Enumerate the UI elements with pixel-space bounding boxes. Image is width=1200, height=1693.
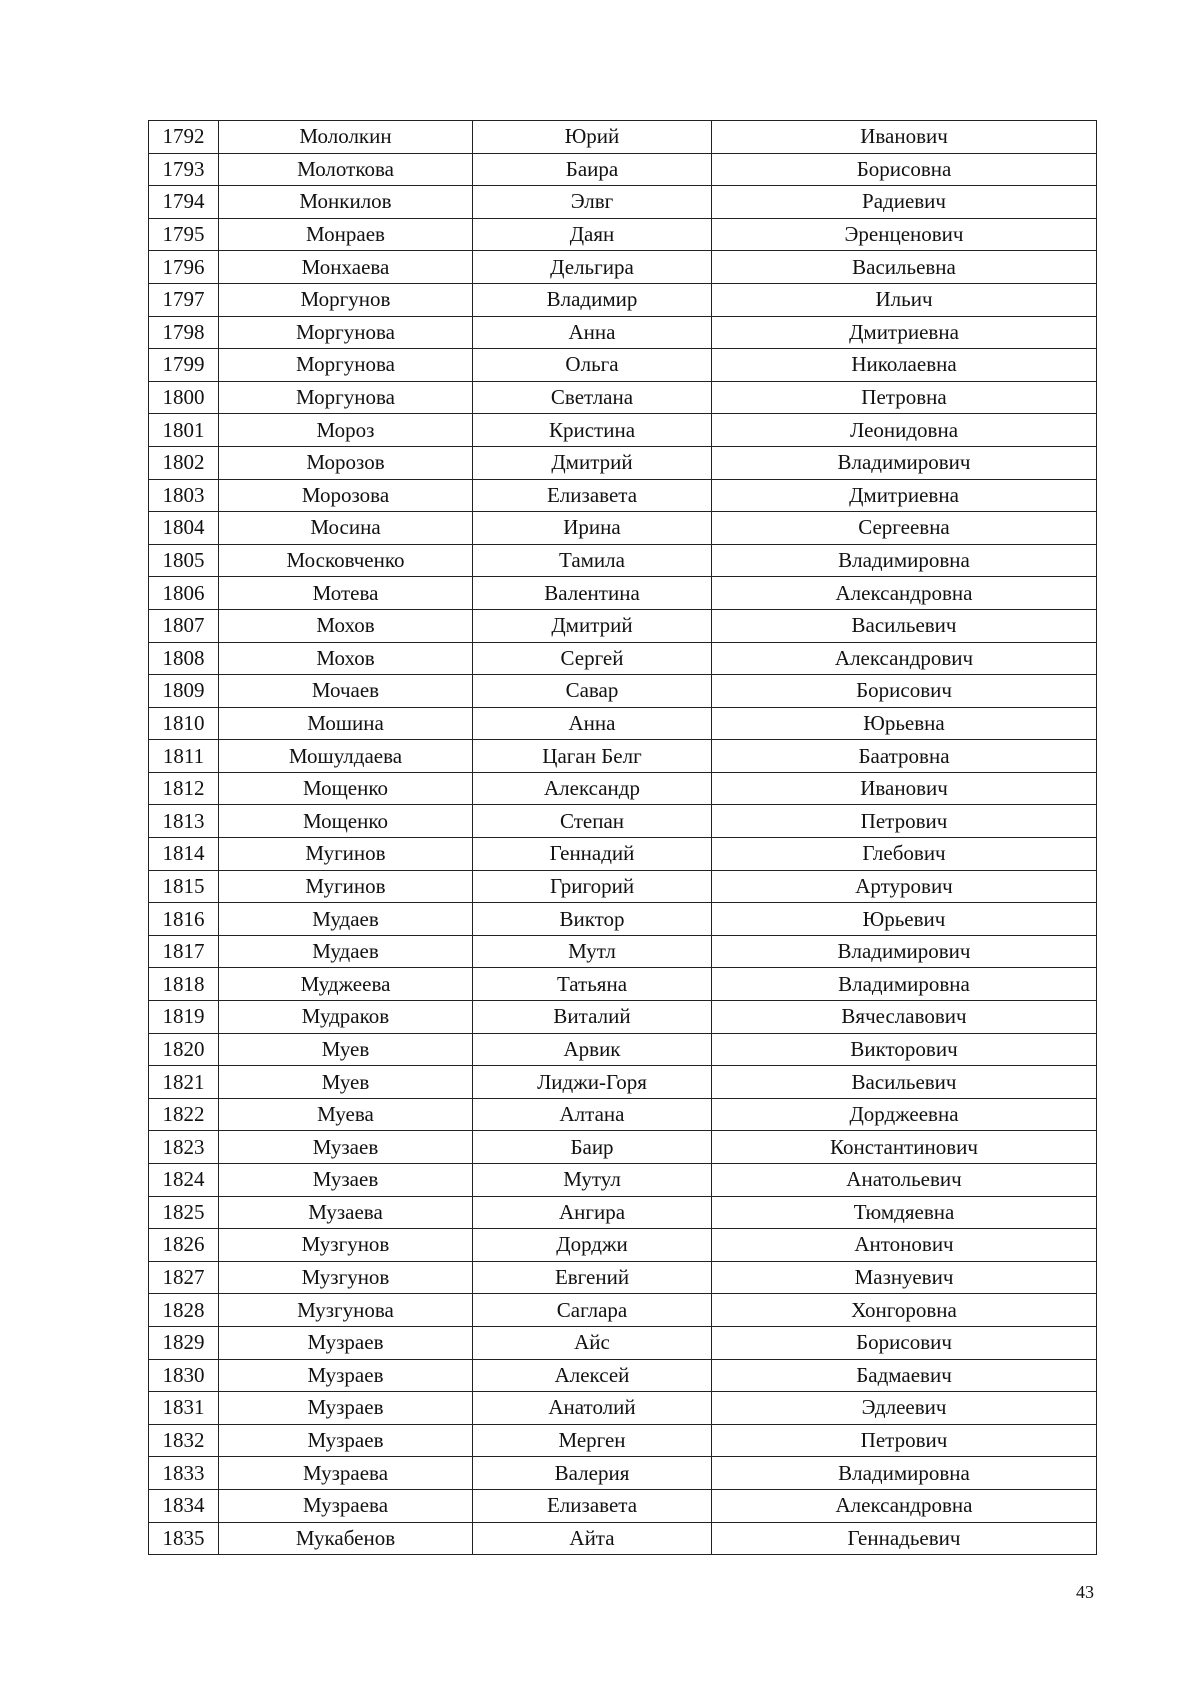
last-name-cell: Моргунов [219,283,473,316]
row-number-cell: 1795 [149,218,219,251]
patronymic-cell: Мазнуевич [712,1261,1097,1294]
first-name-cell: Елизавета [473,479,712,512]
last-name-cell: Морозова [219,479,473,512]
row-number-cell: 1826 [149,1229,219,1262]
first-name-cell: Евгений [473,1261,712,1294]
last-name-cell: Мудраков [219,1001,473,1034]
table-row [149,772,1097,805]
last-name-cell: Муджеева [219,968,473,1001]
table-row [149,1326,1097,1359]
row-number-cell: 1828 [149,1294,219,1327]
patronymic-cell: Антонович [712,1229,1097,1262]
last-name-cell: Музаев [219,1164,473,1197]
first-name-cell: Виталий [473,1001,712,1034]
patronymic-cell: Эренценович [712,218,1097,251]
row-number-cell: 1799 [149,349,219,382]
table-row [149,186,1097,219]
last-name-cell: Мочаев [219,675,473,708]
table-row [149,1229,1097,1262]
table-row [149,512,1097,545]
first-name-cell: Дорджи [473,1229,712,1262]
table-row [149,121,1097,154]
patronymic-cell: Глебович [712,838,1097,871]
first-name-cell: Ангира [473,1196,712,1229]
row-number-cell: 1834 [149,1489,219,1522]
first-name-cell: Дмитрий [473,609,712,642]
first-name-cell: Тамила [473,544,712,577]
patronymic-cell: Викторович [712,1033,1097,1066]
patronymic-cell: Анатольевич [712,1164,1097,1197]
table-row [149,446,1097,479]
first-name-cell: Айта [473,1522,712,1555]
first-name-cell: Валентина [473,577,712,610]
last-name-cell: Мошина [219,707,473,740]
table-row [149,675,1097,708]
first-name-cell: Айс [473,1326,712,1359]
last-name-cell: Муев [219,1033,473,1066]
last-name-cell: Мотева [219,577,473,610]
patronymic-cell: Петровна [712,381,1097,414]
table-row [149,218,1097,251]
table-row [149,642,1097,675]
last-name-cell: Мололкин [219,121,473,154]
row-number-cell: 1833 [149,1457,219,1490]
patronymic-cell: Константинович [712,1131,1097,1164]
row-number-cell: 1812 [149,772,219,805]
patronymic-cell: Петрович [712,805,1097,838]
table-row [149,1522,1097,1555]
patronymic-cell: Хонгоровна [712,1294,1097,1327]
first-name-cell: Лиджи-Горя [473,1066,712,1099]
patronymic-cell: Геннадьевич [712,1522,1097,1555]
row-number-cell: 1800 [149,381,219,414]
last-name-cell: Мосина [219,512,473,545]
row-number-cell: 1796 [149,251,219,284]
table-row [149,935,1097,968]
row-number-cell: 1792 [149,121,219,154]
patronymic-cell: Владимирович [712,446,1097,479]
table-row [149,870,1097,903]
table-row [149,1033,1097,1066]
first-name-cell: Ирина [473,512,712,545]
row-number-cell: 1819 [149,1001,219,1034]
last-name-cell: Мугинов [219,870,473,903]
table-row [149,707,1097,740]
last-name-cell: Муев [219,1066,473,1099]
row-number-cell: 1831 [149,1392,219,1425]
table-row [149,805,1097,838]
last-name-cell: Мощенко [219,805,473,838]
row-number-cell: 1793 [149,153,219,186]
row-number-cell: 1818 [149,968,219,1001]
patronymic-cell: Владимировна [712,544,1097,577]
table-row [149,1196,1097,1229]
patronymic-cell: Вячеславович [712,1001,1097,1034]
first-name-cell: Виктор [473,903,712,936]
first-name-cell: Елизавета [473,1489,712,1522]
last-name-cell: Мукабенов [219,1522,473,1555]
first-name-cell: Алексей [473,1359,712,1392]
row-number-cell: 1803 [149,479,219,512]
last-name-cell: Мошулдаева [219,740,473,773]
last-name-cell: Мохов [219,609,473,642]
first-name-cell: Элвг [473,186,712,219]
row-number-cell: 1805 [149,544,219,577]
patronymic-cell: Владимировна [712,1457,1097,1490]
first-name-cell: Мутул [473,1164,712,1197]
row-number-cell: 1810 [149,707,219,740]
first-name-cell: Баир [473,1131,712,1164]
table-row [149,153,1097,186]
row-number-cell: 1817 [149,935,219,968]
patronymic-cell: Юрьевна [712,707,1097,740]
patronymic-cell: Юрьевич [712,903,1097,936]
patronymic-cell: Борисович [712,1326,1097,1359]
first-name-cell: Татьяна [473,968,712,1001]
table-row [149,968,1097,1001]
last-name-cell: Мощенко [219,772,473,805]
last-name-cell: Монраев [219,218,473,251]
last-name-cell: Музраев [219,1392,473,1425]
first-name-cell: Ольга [473,349,712,382]
patronymic-cell: Владимировна [712,968,1097,1001]
last-name-cell: Музраев [219,1326,473,1359]
table-row [149,577,1097,610]
first-name-cell: Александр [473,772,712,805]
first-name-cell: Мутл [473,935,712,968]
first-name-cell: Саглара [473,1294,712,1327]
table-row [149,381,1097,414]
row-number-cell: 1794 [149,186,219,219]
first-name-cell: Юрий [473,121,712,154]
patronymic-cell: Дмитриевна [712,316,1097,349]
row-number-cell: 1823 [149,1131,219,1164]
table-row [149,1131,1097,1164]
table-row [149,838,1097,871]
last-name-cell: Музраев [219,1424,473,1457]
table-row [149,1261,1097,1294]
row-number-cell: 1808 [149,642,219,675]
patronymic-cell: Иванович [712,121,1097,154]
first-name-cell: Даян [473,218,712,251]
first-name-cell: Алтана [473,1098,712,1131]
row-number-cell: 1824 [149,1164,219,1197]
last-name-cell: Музраева [219,1457,473,1490]
row-number-cell: 1813 [149,805,219,838]
row-number-cell: 1822 [149,1098,219,1131]
first-name-cell: Владимир [473,283,712,316]
patronymic-cell: Артурович [712,870,1097,903]
table-row [149,609,1097,642]
last-name-cell: Мудаев [219,903,473,936]
first-name-cell: Мерген [473,1424,712,1457]
last-name-cell: Моргунова [219,381,473,414]
patronymic-cell: Иванович [712,772,1097,805]
last-name-cell: Монхаева [219,251,473,284]
row-number-cell: 1807 [149,609,219,642]
last-name-cell: Морозов [219,446,473,479]
table-row [149,1164,1097,1197]
last-name-cell: Мудаев [219,935,473,968]
first-name-cell: Валерия [473,1457,712,1490]
first-name-cell: Григорий [473,870,712,903]
last-name-cell: Музаев [219,1131,473,1164]
patronymic-cell: Борисовна [712,153,1097,186]
first-name-cell: Анна [473,316,712,349]
table-row [149,479,1097,512]
first-name-cell: Геннадий [473,838,712,871]
patronymic-cell: Николаевна [712,349,1097,382]
first-name-cell: Степан [473,805,712,838]
first-name-cell: Анна [473,707,712,740]
roster-table [148,120,1097,1555]
last-name-cell: Монкилов [219,186,473,219]
last-name-cell: Московченко [219,544,473,577]
table-row [149,1359,1097,1392]
patronymic-cell: Бадмаевич [712,1359,1097,1392]
last-name-cell: Музгунова [219,1294,473,1327]
table-row [149,283,1097,316]
last-name-cell: Муева [219,1098,473,1131]
row-number-cell: 1814 [149,838,219,871]
row-number-cell: 1804 [149,512,219,545]
first-name-cell: Кристина [473,414,712,447]
last-name-cell: Музгунов [219,1229,473,1262]
patronymic-cell: Васильевич [712,609,1097,642]
row-number-cell: 1825 [149,1196,219,1229]
table-row [149,251,1097,284]
first-name-cell: Дмитрий [473,446,712,479]
patronymic-cell: Александровна [712,577,1097,610]
first-name-cell: Савар [473,675,712,708]
patronymic-cell: Баатровна [712,740,1097,773]
patronymic-cell: Дорджеевна [712,1098,1097,1131]
table-row [149,1098,1097,1131]
patronymic-cell: Васильевич [712,1066,1097,1099]
patronymic-cell: Александрович [712,642,1097,675]
table-row [149,544,1097,577]
last-name-cell: Моргунова [219,349,473,382]
table-row [149,414,1097,447]
row-number-cell: 1811 [149,740,219,773]
last-name-cell: Мугинов [219,838,473,871]
table-row [149,1001,1097,1034]
last-name-cell: Моргунова [219,316,473,349]
roster-table-body [149,121,1097,1555]
table-row [149,1294,1097,1327]
row-number-cell: 1806 [149,577,219,610]
table-row [149,1066,1097,1099]
first-name-cell: Арвик [473,1033,712,1066]
patronymic-cell: Борисович [712,675,1097,708]
row-number-cell: 1835 [149,1522,219,1555]
row-number-cell: 1829 [149,1326,219,1359]
last-name-cell: Мороз [219,414,473,447]
row-number-cell: 1830 [149,1359,219,1392]
last-name-cell: Молоткова [219,153,473,186]
patronymic-cell: Александровна [712,1489,1097,1522]
last-name-cell: Музраева [219,1489,473,1522]
row-number-cell: 1820 [149,1033,219,1066]
first-name-cell: Светлана [473,381,712,414]
last-name-cell: Музаева [219,1196,473,1229]
first-name-cell: Баира [473,153,712,186]
table-row [149,1392,1097,1425]
patronymic-cell: Радиевич [712,186,1097,219]
last-name-cell: Музраев [219,1359,473,1392]
row-number-cell: 1798 [149,316,219,349]
table-row [149,1489,1097,1522]
row-number-cell: 1802 [149,446,219,479]
first-name-cell: Цаган Белг [473,740,712,773]
first-name-cell: Анатолий [473,1392,712,1425]
patronymic-cell: Ильич [712,283,1097,316]
patronymic-cell: Эдлеевич [712,1392,1097,1425]
patronymic-cell: Леонидовна [712,414,1097,447]
row-number-cell: 1809 [149,675,219,708]
table-row [149,1457,1097,1490]
first-name-cell: Дельгира [473,251,712,284]
row-number-cell: 1827 [149,1261,219,1294]
patronymic-cell: Дмитриевна [712,479,1097,512]
last-name-cell: Мохов [219,642,473,675]
last-name-cell: Музгунов [219,1261,473,1294]
patronymic-cell: Петрович [712,1424,1097,1457]
page-number: 43 [1076,1582,1094,1602]
patronymic-cell: Владимирович [712,935,1097,968]
patronymic-cell: Сергеевна [712,512,1097,545]
table-row [149,349,1097,382]
row-number-cell: 1797 [149,283,219,316]
patronymic-cell: Тюмдяевна [712,1196,1097,1229]
first-name-cell: Сергей [473,642,712,675]
row-number-cell: 1832 [149,1424,219,1457]
table-row [149,316,1097,349]
table-row [149,740,1097,773]
row-number-cell: 1816 [149,903,219,936]
table-row [149,1424,1097,1457]
table-row [149,903,1097,936]
row-number-cell: 1821 [149,1066,219,1099]
row-number-cell: 1801 [149,414,219,447]
row-number-cell: 1815 [149,870,219,903]
patronymic-cell: Васильевна [712,251,1097,284]
